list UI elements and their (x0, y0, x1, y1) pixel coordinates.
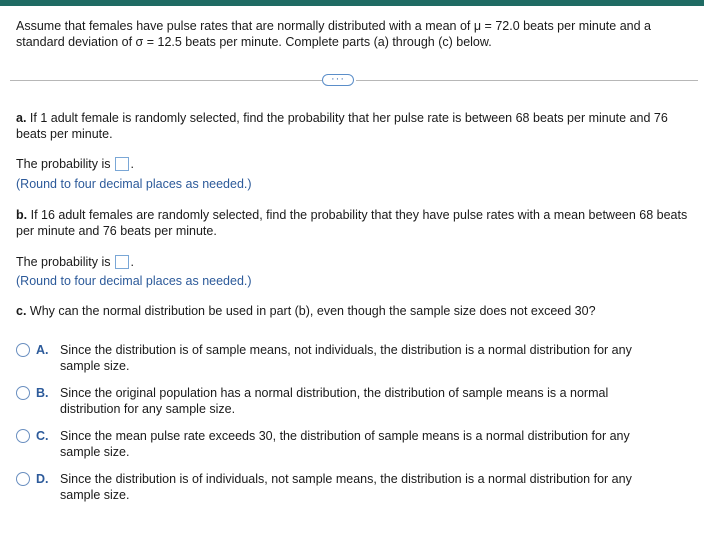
part-c-question (16, 303, 688, 319)
option-d-letter: D. (36, 472, 49, 486)
option-c-text: Since the mean pulse rate exceeds 30, the distribution of sample means is a normal distribution for any sample size. (60, 429, 630, 459)
option-c-radio[interactable] (16, 429, 30, 443)
part-a-question (16, 110, 688, 142)
option-b-radio[interactable] (16, 386, 30, 400)
part-a-rounding-hint: (Round to four decimal places as needed.) (16, 177, 252, 191)
option-c-letter: C. (36, 429, 49, 443)
part-a-answer-input[interactable] (115, 157, 129, 171)
part-a-answer-prefix: The probability is (16, 157, 111, 171)
option-a-text: Since the distribution is of sample means, not individuals, the distribution is a normal distribution for any sample size. (60, 343, 632, 373)
problem-intro: Assume that females have pulse rates that are normally distributed with a mean of μ = 72.0 beats per minute and a standard deviation of σ = 12.5 beats per minute. Complete parts (a) through (c) below. (16, 19, 651, 49)
part-a-answer-line (16, 156, 134, 172)
part-b-answer-suffix: . (130, 255, 134, 269)
option-d[interactable] (16, 471, 688, 503)
part-b-label: b. (16, 208, 28, 222)
part-a-answer-suffix: . (130, 157, 134, 171)
part-b-answer-prefix: The probability is (16, 255, 111, 269)
part-c-label: c. (16, 304, 27, 318)
part-b-text: If 16 adult females are randomly selected, find the probability that they have pulse rates with a mean between 68 beats per minute and 76 beats per minute. (16, 208, 688, 238)
part-b-answer-input[interactable] (115, 255, 129, 269)
option-a-radio[interactable] (16, 343, 30, 357)
option-d-text: Since the distribution is of individuals, not sample means, the distribution is a normal distribution for any sample size. (60, 472, 632, 502)
option-a[interactable] (16, 342, 688, 374)
top-accent-bar (0, 0, 704, 6)
part-a-text: If 1 adult female is randomly selected, find the probability that her pulse rate is between 68 beats per minute and 76 beats per minute. (16, 111, 668, 141)
section-divider-right (356, 80, 698, 81)
option-d-radio[interactable] (16, 472, 30, 486)
option-b-letter: B. (36, 386, 49, 400)
part-a-label: a. (16, 111, 27, 125)
part-c-text: Why can the normal distribution be used in part (b), even though the sample size does not exceed 30? (29, 304, 596, 318)
part-b-question (16, 207, 688, 239)
section-divider-left (10, 80, 322, 81)
option-a-letter: A. (36, 343, 49, 357)
option-c[interactable] (16, 428, 688, 460)
part-b-answer-line (16, 254, 134, 270)
option-b[interactable] (16, 385, 688, 417)
part-b-rounding-hint: (Round to four decimal places as needed.) (16, 274, 252, 288)
option-b-text: Since the original population has a normal distribution, the distribution of sample means is a normal distribution for any sample size. (60, 386, 609, 416)
expand-more-button[interactable]: ··· (322, 74, 354, 86)
